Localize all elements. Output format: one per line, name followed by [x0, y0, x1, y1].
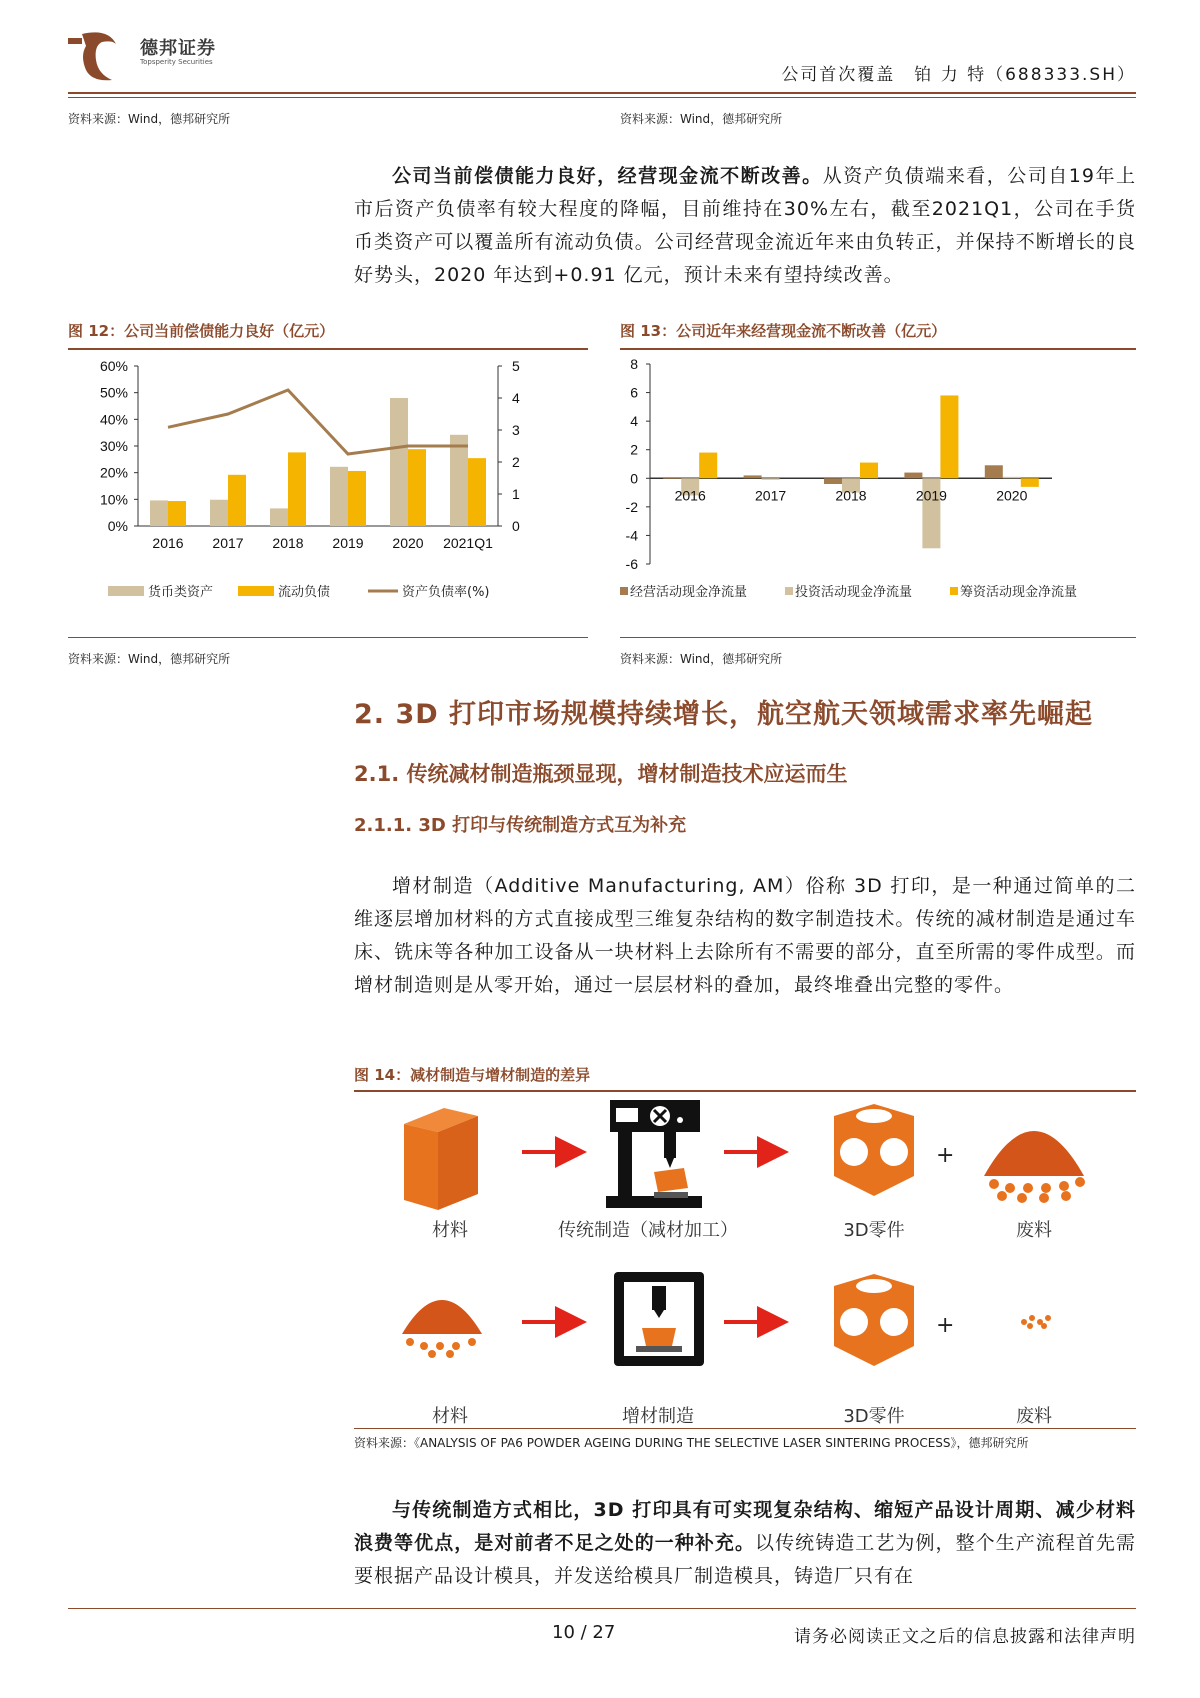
x-tick-label: 2018	[835, 487, 867, 504]
milling-machine-icon	[606, 1100, 702, 1208]
footer-disclaimer: 请务必阅读正文之后的信息披露和法律声明	[794, 1627, 1136, 1647]
figure-13-bottom-rule	[620, 637, 1136, 638]
label-material: 材料	[432, 1220, 468, 1241]
bar-current-liabilities	[168, 501, 186, 526]
figure-12-bottom-rule	[68, 637, 588, 638]
bar-current-liabilities	[288, 452, 306, 526]
y-left-tick-label: 20%	[99, 464, 128, 481]
bar-operating-cf	[663, 478, 681, 479]
bar-cash-assets	[390, 398, 408, 526]
label-3d-part: 3D零件	[843, 1406, 905, 1427]
y-right-tick-label: 5	[512, 358, 520, 374]
legend-swatch	[238, 586, 274, 596]
brand-name-en: Topsperity Securities	[140, 58, 213, 66]
page-number: 10 / 27	[552, 1622, 616, 1643]
waste-pile-icon	[984, 1131, 1085, 1203]
legend-swatch	[950, 587, 958, 595]
bar-cash-assets	[450, 435, 468, 526]
legend-swatch	[620, 587, 628, 595]
brand-logo-icon	[68, 30, 120, 82]
bar-operating-cf	[824, 478, 842, 484]
y-right-tick-label: 1	[512, 486, 520, 502]
y-tick-label: 6	[630, 384, 638, 401]
legend-swatch	[785, 587, 793, 595]
figure-13-source: 资料来源：Wind，德邦研究所	[620, 652, 783, 666]
bar-investing-cf	[762, 478, 780, 479]
y-right-tick-label: 4	[512, 390, 520, 406]
figure-12-rule	[68, 348, 588, 350]
powder-pile-icon	[402, 1300, 482, 1358]
header-rule-thin	[68, 97, 1136, 98]
paragraph-solvency	[354, 160, 1136, 292]
y-tick-label: 2	[630, 441, 638, 458]
report-title: 公司首次覆盖 铂 力 特（688333.SH）	[781, 65, 1136, 85]
material-block-icon	[404, 1108, 478, 1210]
paragraph-body: 从资产负债端来看，公司自19年上市后资产负债率有较大程度的降幅，目前维持在30%左右，截至2021Q1，公司在手货币类资产可以覆盖所有流动负债。公司经营现金流近年来由负转正，并保持不断增长的良好势头，2020 年达到+0.91 亿元，预计未来有望持续改善。	[354, 165, 1136, 286]
legend-label: 筹资活动现金净流量	[960, 585, 1078, 600]
x-tick-label: 2016	[152, 535, 184, 551]
x-tick-label: 2018	[272, 535, 304, 551]
figure-14-title: 图 14：减材制造与增材制造的差异	[354, 1066, 591, 1084]
legend-label: 资产负债率(%)	[402, 585, 490, 600]
label-traditional: 传统制造（减材加工）	[558, 1220, 738, 1241]
label-3d-part: 3D零件	[843, 1220, 905, 1241]
y-tick-label: 0	[630, 470, 638, 487]
x-tick-label: 2020	[392, 535, 424, 551]
bar-financing-cf	[940, 395, 958, 478]
y-tick-label: 4	[630, 413, 638, 430]
bar-operating-cf	[744, 475, 762, 478]
plus-sign: +	[936, 1313, 955, 1338]
label-additive: 增材制造	[622, 1406, 694, 1427]
figure-14-bottom-rule	[354, 1428, 1136, 1429]
figure-13-rule	[620, 348, 1136, 350]
label-waste: 废料	[1016, 1406, 1052, 1427]
y-left-tick-label: 0%	[107, 518, 128, 534]
bar-cash-assets	[270, 508, 288, 526]
figure-12-chart	[68, 356, 588, 626]
x-tick-label: 2016	[674, 487, 706, 504]
paragraph-comparison	[354, 1494, 1136, 1593]
y-tick-label: -4	[625, 527, 638, 544]
header-rule	[68, 92, 1136, 94]
paragraph-body: 以传统铸造工艺为例，整个生产流程首先需要根据产品设计模具，并发送给模具厂制造模具，铸造厂只有在	[354, 1532, 1136, 1587]
x-tick-label: 2021Q1	[443, 535, 493, 551]
small-waste-icon	[1021, 1315, 1051, 1329]
section-heading-2-1-1: 2.1.1. 3D 打印与传统制造方式互为补充	[354, 815, 687, 836]
3d-part-icon	[834, 1104, 914, 1196]
y-left-tick-label: 60%	[99, 358, 128, 374]
figure-12-source: 资料来源：Wind，德邦研究所	[68, 652, 231, 666]
figure-14-diagram	[354, 1096, 1136, 1416]
legend-label: 投资活动现金净流量	[795, 585, 913, 600]
bar-financing-cf	[1021, 478, 1039, 487]
section-heading-2: 2. 3D 打印市场规模持续增长，航空航天领域需求率先崛起	[354, 699, 1094, 730]
bar-current-liabilities	[468, 458, 486, 526]
bar-financing-cf	[860, 463, 878, 479]
bar-operating-cf	[904, 473, 922, 479]
bar-investing-cf	[1003, 477, 1021, 478]
brand-name: 德邦证券	[140, 38, 216, 59]
y-left-tick-label: 30%	[99, 438, 128, 454]
figure-14-source: 资料来源：《ANALYSIS OF PA6 POWDER AGEING DURING THE SELECTIVE LASER SINTERING PROCESS》，德邦研究所	[354, 1436, 1029, 1450]
label-material: 材料	[432, 1406, 468, 1427]
legend-swatch	[108, 586, 144, 596]
y-right-tick-label: 0	[512, 518, 520, 534]
bar-operating-cf	[985, 465, 1003, 478]
paragraph-additive-manufacturing: 增材制造（Additive Manufacturing, AM）俗称 3D 打印，是一种通过简单的二维逐层增加材料的方式直接成型三维复杂结构的数字制造技术。传统的减材制造是通过车床、铣床等各种加工设备从一块材料上去除所有不需要的部分，直至所需的零件成型。而增材制造则是从零开始，通过一层层材料的叠加，最终堆叠出完整的零件。	[354, 875, 1136, 996]
line-debt-ratio	[168, 390, 468, 454]
3d-part-icon	[834, 1274, 914, 1366]
x-tick-label: 2017	[755, 487, 787, 504]
y-tick-label: -6	[625, 556, 638, 572]
label-waste: 废料	[1016, 1220, 1052, 1241]
legend-label: 经营活动现金净流量	[630, 585, 748, 600]
figure-13-title: 图 13：公司近年来经营现金流不断改善（亿元）	[620, 322, 947, 340]
bar-current-liabilities	[228, 475, 246, 526]
bar-cash-assets	[150, 500, 168, 526]
bar-current-liabilities	[348, 471, 366, 526]
y-left-tick-label: 10%	[99, 491, 128, 508]
y-right-tick-label: 3	[512, 422, 520, 438]
source-note-left: 资料来源：Wind，德邦研究所	[68, 112, 231, 126]
y-tick-label: 8	[630, 356, 638, 372]
x-tick-label: 2019	[332, 535, 364, 551]
x-tick-label: 2020	[996, 487, 1028, 504]
bar-cash-assets	[330, 467, 348, 526]
bar-financing-cf	[699, 453, 717, 479]
paragraph-lead: 与传统制造方式相比，3D 打印具有可实现复杂结构、缩短产品设计周期、减少材料浪费等优点，是对前者不足之处的一种补充。	[354, 1499, 1136, 1554]
plus-sign: +	[936, 1143, 955, 1168]
bar-cash-assets	[210, 500, 228, 526]
y-left-tick-label: 50%	[99, 384, 128, 401]
y-tick-label: -2	[625, 498, 638, 515]
x-tick-label: 2017	[212, 535, 244, 551]
figure-14-rule	[354, 1090, 1136, 1092]
figure-13-chart	[620, 356, 1136, 626]
3d-printer-icon	[614, 1272, 704, 1366]
figure-12-title: 图 12：公司当前偿债能力良好（亿元）	[68, 322, 335, 340]
y-left-tick-label: 40%	[99, 411, 128, 428]
bar-current-liabilities	[408, 449, 426, 526]
paragraph-lead: 公司当前偿债能力良好，经营现金流不断改善。	[392, 165, 823, 187]
y-right-tick-label: 2	[512, 454, 520, 470]
x-tick-label: 2019	[915, 487, 947, 504]
legend-label: 流动负债	[278, 585, 331, 600]
section-heading-2-1: 2.1. 传统减材制造瓶颈显现，增材制造技术应运而生	[354, 762, 848, 786]
footer-rule	[68, 1608, 1136, 1609]
source-note-right: 资料来源：Wind，德邦研究所	[620, 112, 783, 126]
legend-label: 货币类资产	[148, 585, 214, 600]
